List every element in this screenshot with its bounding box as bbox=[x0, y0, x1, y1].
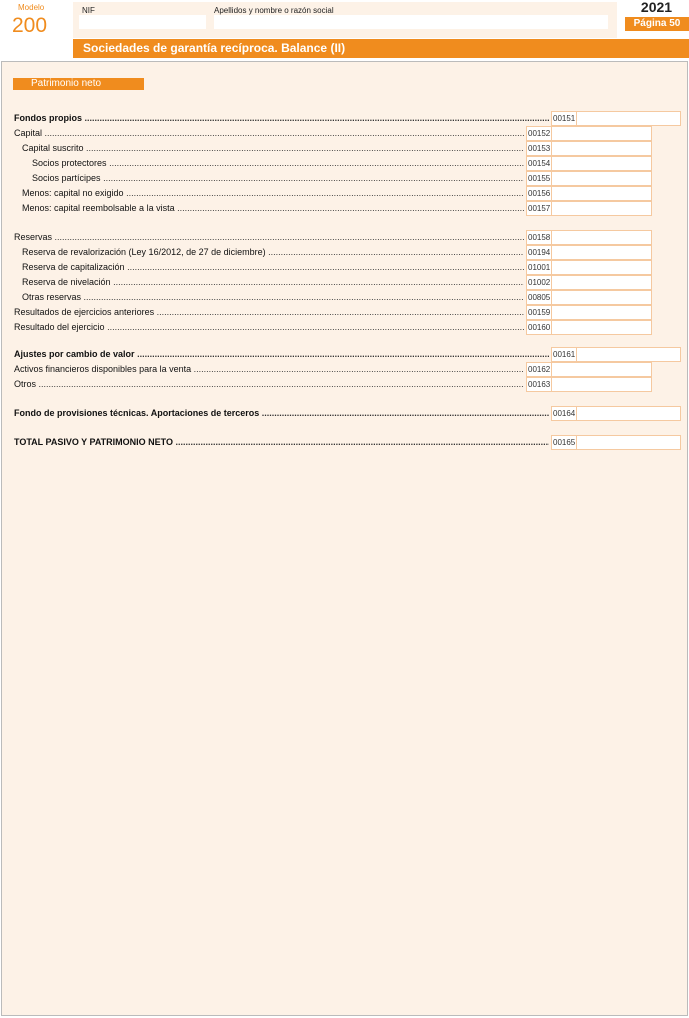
row-label: Resultados de ejercicios anteriores bbox=[14, 307, 155, 317]
code-00161: 00161 bbox=[551, 347, 577, 362]
row-label: Capital suscrito bbox=[22, 143, 84, 153]
year-label: 2021 bbox=[640, 0, 673, 15]
row-label: TOTAL PASIVO Y PATRIMONIO NETO bbox=[14, 437, 174, 447]
row-capital bbox=[14, 126, 524, 141]
code-00157: 00157 bbox=[526, 201, 552, 216]
row-otros bbox=[14, 377, 524, 392]
code-00805: 00805 bbox=[526, 290, 552, 305]
modelo-number: 200 bbox=[12, 14, 48, 37]
code-00194: 00194 bbox=[526, 245, 552, 260]
row-fondo-provisiones bbox=[14, 406, 549, 421]
value-input-00153[interactable] bbox=[552, 141, 652, 156]
row-activos-financieros bbox=[14, 362, 524, 377]
code-00152: 00152 bbox=[526, 126, 552, 141]
code-00159: 00159 bbox=[526, 305, 552, 320]
row-label: Otros bbox=[14, 379, 37, 389]
row-label: Menos: capital no exigido bbox=[22, 188, 124, 198]
row-label: Resultado del ejercicio bbox=[14, 322, 105, 332]
row-capital-suscrito bbox=[22, 141, 524, 156]
value-input-00155[interactable] bbox=[552, 171, 652, 186]
value-input-00159[interactable] bbox=[552, 305, 652, 320]
code-00164: 00164 bbox=[551, 406, 577, 421]
row-menos-no-exigido bbox=[22, 186, 524, 201]
row-resultado-ejercicio bbox=[14, 320, 524, 335]
value-input-00163[interactable] bbox=[552, 377, 652, 392]
code-00155: 00155 bbox=[526, 171, 552, 186]
value-input-00158[interactable] bbox=[552, 230, 652, 245]
row-label: Reserva de nivelación bbox=[22, 277, 111, 287]
row-label: Socios protectores bbox=[32, 158, 107, 168]
code-00165: 00165 bbox=[551, 435, 577, 450]
row-label: Fondos propios bbox=[14, 113, 82, 123]
code-00160: 00160 bbox=[526, 320, 552, 335]
row-resultados-anteriores bbox=[14, 305, 524, 320]
code-00154: 00154 bbox=[526, 156, 552, 171]
row-reservas bbox=[14, 230, 524, 245]
row-label: Capital bbox=[14, 128, 43, 138]
row-menos-reembolsable bbox=[22, 201, 524, 216]
row-label: Socios partícipes bbox=[32, 173, 101, 183]
value-input-00151[interactable] bbox=[577, 111, 681, 126]
modelo-label: Modelo bbox=[18, 3, 45, 12]
row-socios-protectores bbox=[32, 156, 524, 171]
value-input-00152[interactable] bbox=[552, 126, 652, 141]
name-input[interactable] bbox=[214, 15, 608, 29]
value-input-00157[interactable] bbox=[552, 201, 652, 216]
row-reserva-nivelacion bbox=[22, 275, 524, 290]
page-title: Sociedades de garantía recíproca. Balance (II) bbox=[73, 39, 689, 58]
row-otras-reservas bbox=[22, 290, 524, 305]
code-00163: 00163 bbox=[526, 377, 552, 392]
row-fondos-propios bbox=[14, 111, 549, 126]
nif-input[interactable] bbox=[79, 15, 206, 29]
row-ajustes bbox=[14, 347, 549, 362]
row-socios-participes bbox=[32, 171, 524, 186]
name-label: Apellidos y nombre o razón social bbox=[214, 6, 334, 15]
value-input-00165[interactable] bbox=[577, 435, 681, 450]
value-input-00164[interactable] bbox=[577, 406, 681, 421]
row-label: Fondo de provisiones técnicas. Aportaciones de terceros bbox=[14, 408, 260, 418]
section-tab: Patrimonio neto bbox=[13, 78, 144, 90]
code-01002: 01002 bbox=[526, 275, 552, 290]
code-01001: 01001 bbox=[526, 260, 552, 275]
nif-label: NIF bbox=[82, 6, 95, 15]
page-number: Página 50 bbox=[625, 17, 689, 31]
code-00156: 00156 bbox=[526, 186, 552, 201]
row-label: Reserva de revalorización (Ley 16/2012, de 27 de diciembre) bbox=[22, 247, 266, 257]
value-input-01002[interactable] bbox=[552, 275, 652, 290]
value-input-00160[interactable] bbox=[552, 320, 652, 335]
value-input-00805[interactable] bbox=[552, 290, 652, 305]
row-label: Reservas bbox=[14, 232, 53, 242]
row-reserva-revalorizacion bbox=[22, 245, 524, 260]
value-input-00156[interactable] bbox=[552, 186, 652, 201]
row-total bbox=[14, 435, 549, 450]
code-00158: 00158 bbox=[526, 230, 552, 245]
code-00162: 00162 bbox=[526, 362, 552, 377]
value-input-00194[interactable] bbox=[552, 245, 652, 260]
value-input-00162[interactable] bbox=[552, 362, 652, 377]
row-label: Reserva de capitalización bbox=[22, 262, 125, 272]
row-reserva-capitalizacion bbox=[22, 260, 524, 275]
row-label: Activos financieros disponibles para la venta bbox=[14, 364, 192, 374]
code-00153: 00153 bbox=[526, 141, 552, 156]
value-input-00161[interactable] bbox=[577, 347, 681, 362]
value-input-00154[interactable] bbox=[552, 156, 652, 171]
row-label: Otras reservas bbox=[22, 292, 82, 302]
row-label: Menos: capital reembolsable a la vista bbox=[22, 203, 175, 213]
row-label: Ajustes por cambio de valor bbox=[14, 349, 135, 359]
value-input-01001[interactable] bbox=[552, 260, 652, 275]
code-00151: 00151 bbox=[551, 111, 577, 126]
